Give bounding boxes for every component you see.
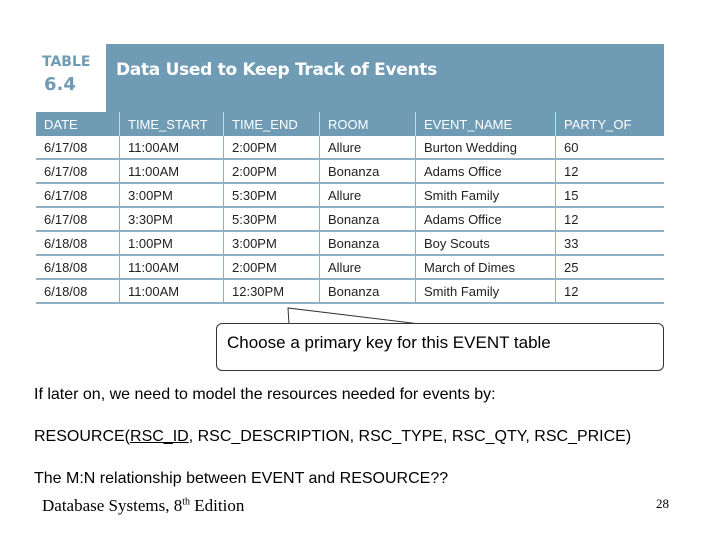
table-cell: 15 [556, 184, 664, 208]
table-cell: 33 [556, 232, 664, 256]
table-cell: 5:30PM [224, 208, 320, 232]
table-cell: 6/18/08 [36, 256, 120, 280]
table-cell: Allure [320, 256, 416, 280]
page-number: 28 [656, 496, 669, 511]
table-cell: 12 [556, 208, 664, 232]
footer-book-text: Database Systems, 8 [42, 496, 183, 515]
table-row [36, 184, 664, 208]
table-cell: 11:00AM [120, 256, 224, 280]
resources-intro-text: If later on, we need to model the resources needed for events by: [34, 386, 496, 403]
table-cell: Bonanza [320, 232, 416, 256]
table-row [36, 208, 664, 232]
table-cell: 11:00AM [120, 136, 224, 160]
table-row [36, 256, 664, 280]
table-cell: 6/18/08 [36, 280, 120, 304]
table-cell: Bonanza [320, 208, 416, 232]
table-cell: Adams Office [416, 160, 556, 184]
column-header: TIME_END [224, 112, 320, 136]
resource-schema-prefix: RESOURCE( [34, 428, 131, 445]
table-row [36, 232, 664, 256]
footer-book-suffix: Edition [190, 496, 245, 515]
table-cell: Smith Family [416, 184, 556, 208]
column-header: ROOM [320, 112, 416, 136]
event-table [36, 112, 664, 304]
column-header: EVENT_NAME [416, 112, 556, 136]
table-cell: Boy Scouts [416, 232, 556, 256]
table-cell: Smith Family [416, 280, 556, 304]
resource-schema-text [34, 428, 631, 446]
table-cell: 6/17/08 [36, 208, 120, 232]
table-header-row [36, 112, 664, 136]
table-figure [36, 44, 664, 299]
table-cell: 12:30PM [224, 280, 320, 304]
callout-box: Choose a primary key for this EVENT table [216, 323, 664, 371]
table-title: Data Used to Keep Track of Events [116, 60, 437, 80]
table-cell: 25 [556, 256, 664, 280]
table-cell: 6/17/08 [36, 160, 120, 184]
footer-book-sup: th [182, 496, 191, 508]
column-header: TIME_START [120, 112, 224, 136]
table-label-word: TABLE [42, 54, 91, 70]
table-cell: 1:00PM [120, 232, 224, 256]
table-cell: 6/17/08 [36, 136, 120, 160]
table-label-number: 6.4 [44, 74, 76, 95]
resource-schema-rest: , RSC_DESCRIPTION, RSC_TYPE, RSC_QTY, RSC_PRICE) [188, 428, 632, 445]
table-cell: 3:00PM [224, 232, 320, 256]
table-cell: March of Dimes [416, 256, 556, 280]
table-cell: 6/18/08 [36, 232, 120, 256]
column-header: PARTY_OF [564, 116, 632, 132]
table-cell: 3:30PM [120, 208, 224, 232]
table-cell: 2:00PM [224, 136, 320, 160]
table-cell: 2:00PM [224, 256, 320, 280]
table-cell: Adams Office [416, 208, 556, 232]
table-number-badge [36, 44, 106, 112]
table-cell: Bonanza [320, 160, 416, 184]
table-cell: Bonanza [320, 280, 416, 304]
table-row [36, 136, 664, 160]
table-cell: 11:00AM [120, 280, 224, 304]
table-cell: Burton Wedding [416, 136, 556, 160]
table-cell: 3:00PM [120, 184, 224, 208]
table-cell: 6/17/08 [36, 184, 120, 208]
table-cell: Allure [320, 184, 416, 208]
table-cell: 60 [556, 136, 664, 160]
table-row [36, 160, 664, 184]
table-cell: 2:00PM [224, 160, 320, 184]
table-cell: 5:30PM [224, 184, 320, 208]
table-cell: 12 [556, 280, 664, 304]
relationship-question: The M:N relationship between EVENT and RESOURCE?? [34, 470, 449, 487]
column-header: DATE [36, 112, 120, 136]
table-cell: 12 [556, 160, 664, 184]
table-cell: Allure [320, 136, 416, 160]
resource-primary-key: RSC_ID [130, 428, 189, 445]
table-cell: 11:00AM [120, 160, 224, 184]
footer-book-title [42, 496, 244, 516]
